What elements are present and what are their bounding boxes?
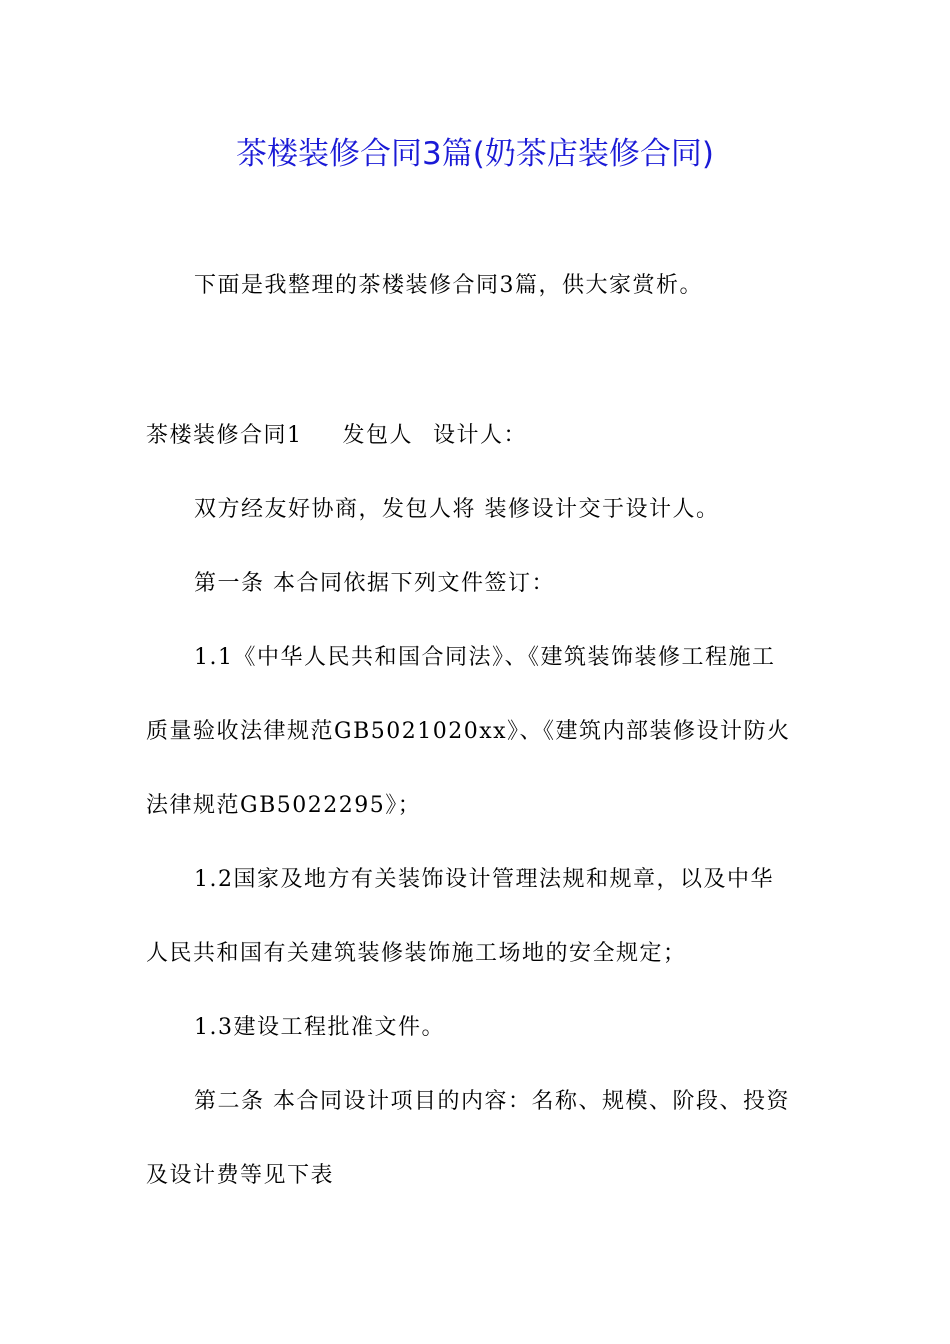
paragraph-line: 1.3建设工程批准文件。 <box>194 1015 445 1040</box>
article-heading: 第二条 本合同设计项目的内容：名称、规模、阶段、投资 <box>194 1089 790 1114</box>
paragraph-line: 质量验收法律规范GB5021020xx》、《建筑内部装修设计防火 <box>146 719 791 744</box>
contract-heading <box>146 416 816 456</box>
paragraph-line: 法律规范GB5022295》； <box>146 793 422 818</box>
paragraph-line: 1.2国家及地方有关装饰设计管理法规和规章，以及中华 <box>194 867 774 892</box>
paragraph-line: 人民共和国有关建筑装修装饰施工场地的安全规定； <box>146 941 687 966</box>
paragraph-line: 及设计费等见下表 <box>146 1163 335 1188</box>
paragraph-line: 双方经友好协商，发包人将 装修设计交于设计人。 <box>194 497 720 522</box>
article-heading: 第一条 本合同依据下列文件签订： <box>194 571 555 596</box>
party-a-label: 发包人 <box>342 423 414 448</box>
document-title: 茶楼装修合同3篇(奶茶店装修合同) <box>236 136 714 172</box>
paragraph-line: 1.1《中华人民共和国合同法》、《建筑装饰装修工程施工 <box>194 645 776 670</box>
party-b-label: 设计人： <box>433 423 528 448</box>
contract-name: 茶楼装修合同1 <box>146 423 303 448</box>
intro-paragraph: 下面是我整理的茶楼装修合同3篇，供大家赏析。 <box>194 273 703 298</box>
